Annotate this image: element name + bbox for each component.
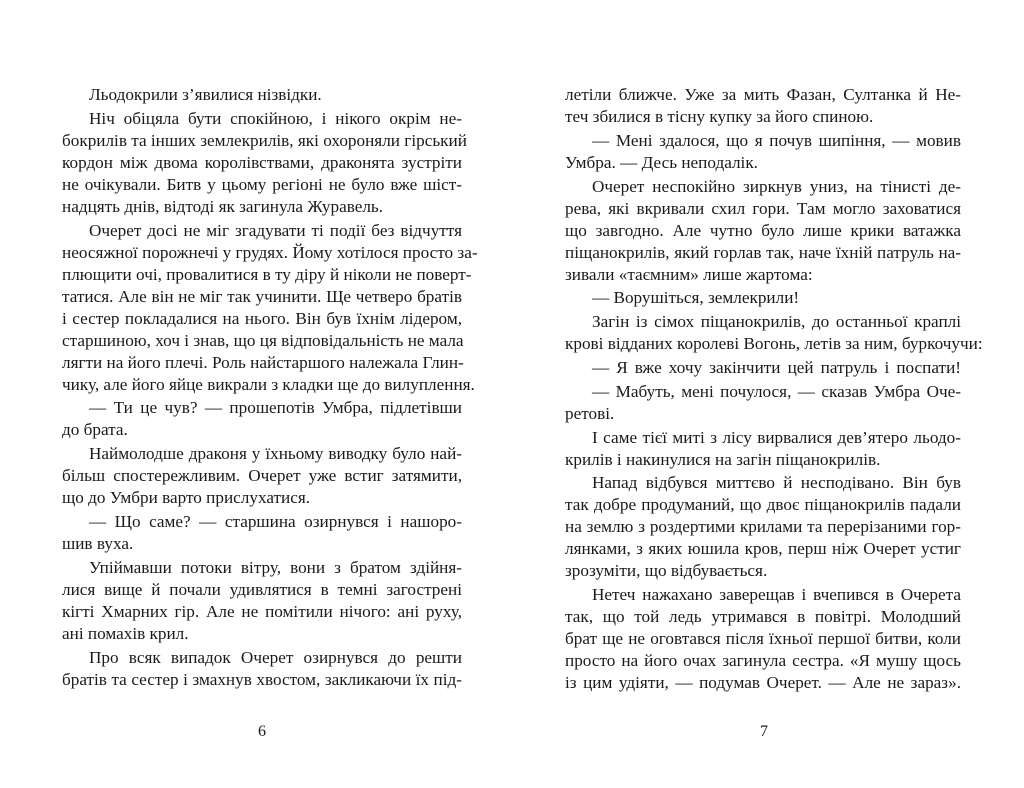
text-line: Про всяк випадок Очерет озирнувся до решти — [89, 647, 462, 667]
text-line: ретові. — [565, 403, 615, 423]
left-page-text — [62, 84, 478, 691]
text-line: крилів і накинулися на загін піщанокрилів. — [565, 449, 881, 469]
text-line: так, що той ледь утримався в повітрі. Молодший — [565, 607, 961, 627]
text-line: — Ворушіться, землекрили! — [592, 288, 800, 308]
text-line: шив вуха. — [62, 533, 134, 553]
text-line: — Мені здалося, що я почув шипіння, — мовив — [592, 130, 961, 150]
text-line: летіли ближче. Уже за мить Фазан, Султанка й Не- — [565, 85, 961, 104]
text-line: зрозуміти, що відбувається. — [565, 561, 768, 581]
text-line: надцять днів, відтоді як загинула Журавель. — [62, 196, 384, 216]
text-line: просто на його очах загинула сестра. «Я мушу щось — [565, 651, 961, 671]
text-line: чику, але його яйце викрали з кладки ще до вилуплення. — [62, 374, 475, 394]
text-line: Очерет досі не міг згадувати ті події без відчуття — [89, 220, 462, 240]
left-page-number: 6 — [258, 723, 266, 740]
text-line: Загін із сімох піщанокрилів, до останньої краплі — [592, 312, 961, 332]
text-line: Наймолодше драконя у їхньому виводку було най- — [89, 444, 462, 464]
text-line: Напад відбувся миттєво й несподівано. Він був — [592, 473, 961, 493]
text-line: І саме тієї миті з лісу вирвалися дев’ятеро льодо- — [592, 427, 961, 447]
text-line: із цим удіяти, — подумав Очерет. — Але не зараз». — [565, 673, 961, 693]
text-line: лягти на його плечі. Роль найстаршого належала Глин- — [62, 352, 464, 372]
text-line: — Ти це чув? — прошепотів Умбра, підлетівши — [89, 398, 462, 418]
text-line: — Мабуть, мені почулося, — сказав Умбра Оче- — [592, 381, 961, 401]
text-line: так добре продуманий, що двоє піщанокрилів падали — [565, 495, 961, 515]
text-line: і сестер покладалися на нього. Він був їхнім лідером, — [62, 308, 462, 328]
text-line: крові відданих королеві Вогонь, летів за ним, буркочучи: — [565, 334, 983, 354]
text-line: рева, які вкривали схил гори. Там могло заховатися — [565, 198, 961, 218]
text-line: лися вище й почали удивлятися в темні загострені — [62, 579, 462, 599]
text-line: зивали «таємним» лише жартома: — [565, 264, 813, 284]
text-line: лянками, з яких юшила кров, перш ніж Очерет устиг — [565, 539, 961, 559]
text-line: бокрилів та інших землекрилів, які охороняли гірський — [62, 130, 467, 150]
text-line: на землю з роздертими крилами та перерізаними гор- — [565, 517, 961, 537]
text-line: Ніч обіцяла бути спокійною, і нікого окрім не- — [89, 108, 462, 128]
text-line: піщанокрилів, який горлав так, наче їхній патруль на- — [565, 242, 961, 262]
text-line: Умбра. — Десь неподалік. — [565, 152, 758, 172]
text-line: кігті Хмарних гір. Але не помітили нічого: ані руху, — [62, 601, 462, 621]
text-line: Нетеч нажахано заверещав і вчепився в Очерета — [592, 585, 961, 605]
text-line: більш спостережливим. Очерет уже встиг затямити, — [62, 466, 462, 486]
text-line: що завгодно. Але чутно було лише крики ватажка — [565, 220, 961, 240]
text-line: неосяжної порожнечі у грудях. Йому хотілося просто за- — [62, 242, 478, 262]
text-line: теч збилися в тісну купку за його спиною. — [565, 107, 874, 126]
right-page-number: 7 — [760, 723, 768, 740]
text-line: Льодокрили з’явилися нізвідки. — [89, 85, 322, 104]
text-line: братів та сестер і змахнув хвостом, закликаючи їх під- — [62, 669, 462, 689]
text-line: не очікували. Битв у цьому регіоні не було вже шіст- — [62, 174, 462, 194]
right-page-text — [565, 84, 983, 694]
text-line: — Я вже хочу закінчити цей патруль і поспати! — [592, 357, 961, 377]
text-line: до брата. — [62, 420, 128, 440]
text-line: старшиною, хоч і знав, що ця відповідальність не мала — [62, 330, 464, 350]
text-line: що до Умбри варто прислухатися. — [62, 488, 311, 508]
text-line: Очерет неспокійно зиркнув униз, на тінисті де- — [592, 176, 961, 196]
text-line: брат ще не оговтався після їхньої першої битви, коли — [565, 629, 961, 649]
text-line: — Що саме? — старшина озирнувся і нашоро- — [89, 511, 462, 531]
text-line: кордон між двома королівствами, драконята зустріти — [62, 152, 462, 172]
text-line: плющити очі, провалитися в ту діру й ніколи не поверт- — [62, 264, 472, 284]
text-line: татися. Але він не міг так учинити. Ще четверо братів — [62, 286, 462, 306]
text-line: Упіймавши потоки вітру, вони з братом здійня- — [89, 557, 462, 577]
text-line: ані помахів крил. — [62, 623, 189, 643]
